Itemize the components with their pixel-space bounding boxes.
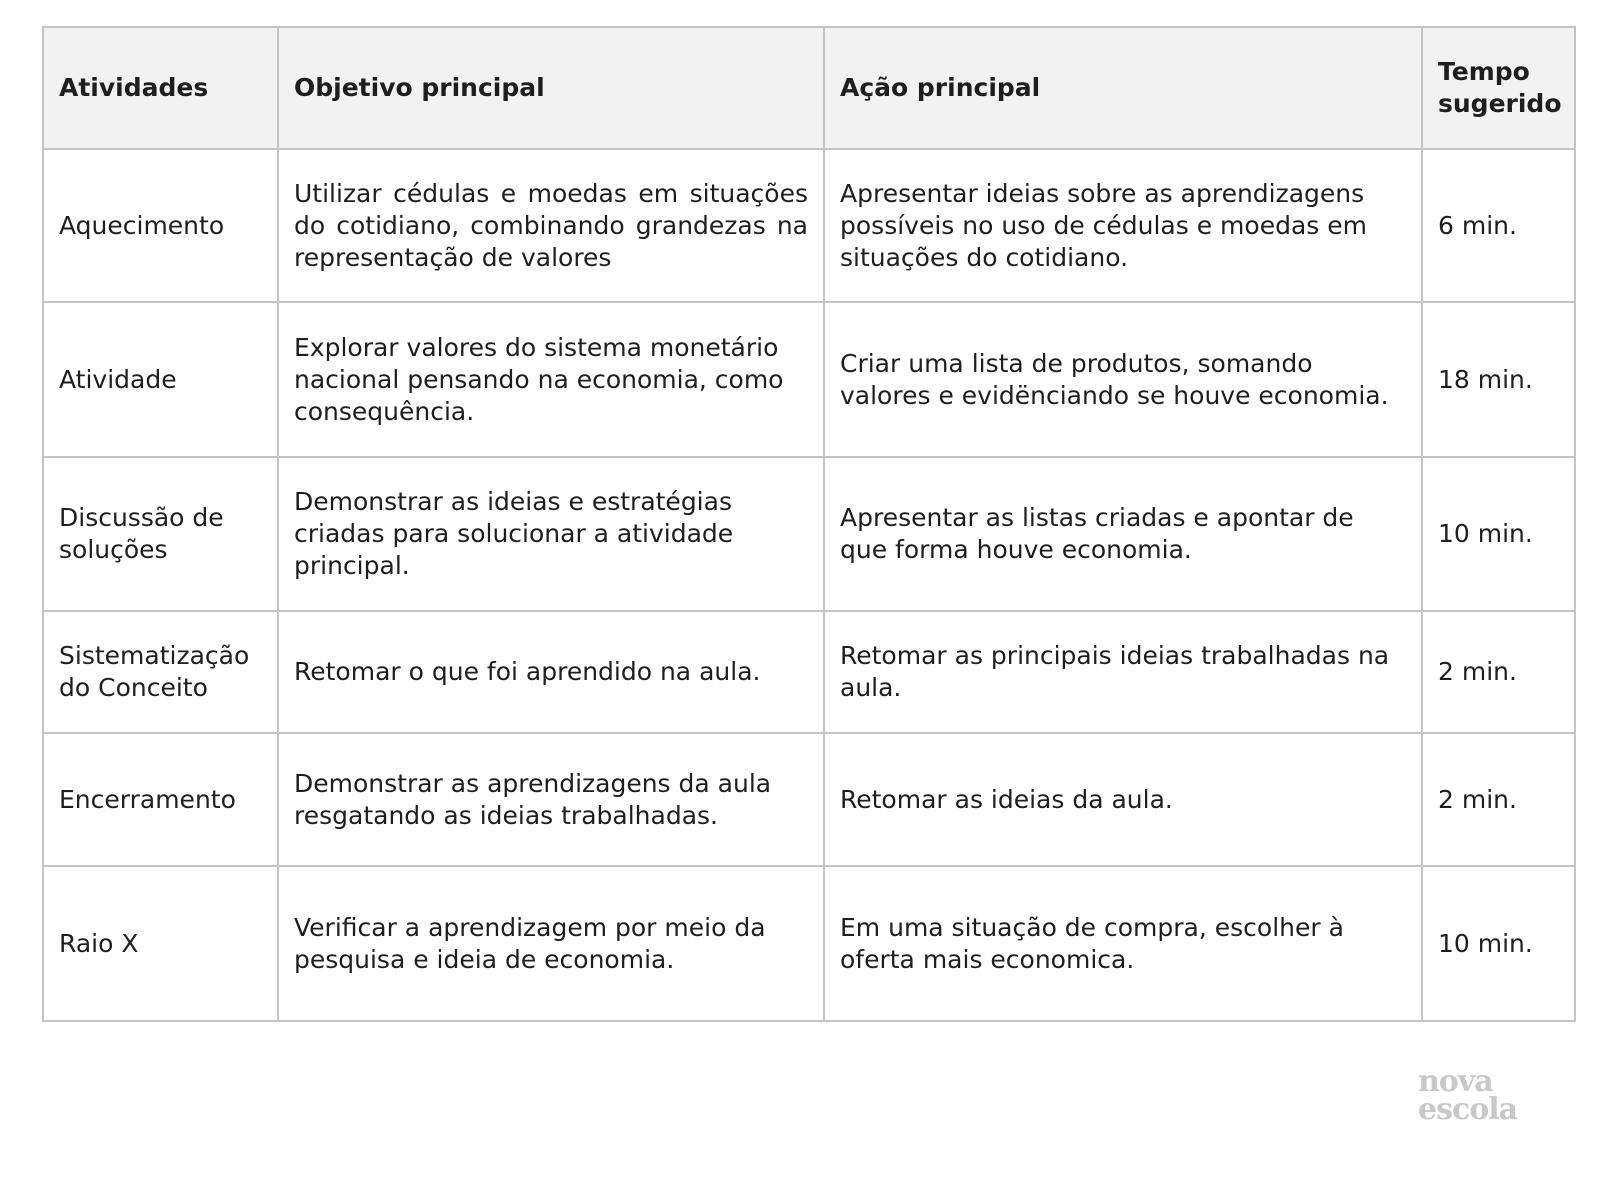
cell-acao: Criar uma lista de produtos, somando valores e evidënciando se houve economia. xyxy=(824,302,1422,457)
cell-atividade: Atividade xyxy=(43,302,278,457)
logo-line-escola: escola xyxy=(1418,1092,1518,1127)
header-tempo-sugerido: Tempo sugerido xyxy=(1422,27,1575,149)
cell-acao: Retomar as ideias da aula. xyxy=(824,733,1422,866)
cell-tempo: 18 min. xyxy=(1422,302,1575,457)
lesson-plan-table xyxy=(42,26,1576,1022)
table-body xyxy=(43,149,1575,1021)
header-row xyxy=(43,27,1575,149)
table-row xyxy=(43,733,1575,866)
cell-tempo: 10 min. xyxy=(1422,457,1575,611)
header-acao-principal: Ação principal xyxy=(824,27,1422,149)
nova-escola-logo xyxy=(1418,1064,1534,1127)
table-row xyxy=(43,457,1575,611)
cell-atividade: Discussão de soluções xyxy=(43,457,278,611)
cell-atividade: Raio X xyxy=(43,866,278,1021)
cell-objetivo: Utilizar cédulas e moedas em situações do cotidiano, combinando grandezas na representação de valores xyxy=(278,149,824,302)
cell-acao: Apresentar as listas criadas e apontar de que forma houve economia. xyxy=(824,457,1422,611)
header-atividades: Atividades xyxy=(43,27,278,149)
cell-objetivo: Demonstrar as ideias e estratégias criadas para solucionar a atividade principal. xyxy=(278,457,824,611)
cell-tempo: 6 min. xyxy=(1422,149,1575,302)
cell-atividade: Encerramento xyxy=(43,733,278,866)
cell-tempo: 2 min. xyxy=(1422,611,1575,733)
cell-atividade: Aquecimento xyxy=(43,149,278,302)
cell-tempo: 10 min. xyxy=(1422,866,1575,1021)
logo-line-nova: nova xyxy=(1418,1064,1493,1099)
table-row xyxy=(43,866,1575,1021)
cell-acao: Retomar as principais ideias trabalhadas na aula. xyxy=(824,611,1422,733)
cell-acao: Apresentar ideias sobre as aprendizagens possíveis no uso de cédulas e moedas em situações do cotidiano. xyxy=(824,149,1422,302)
table-row xyxy=(43,149,1575,302)
cell-atividade: Sistematização do Conceito xyxy=(43,611,278,733)
header-objetivo-principal: Objetivo principal xyxy=(278,27,824,149)
table-row xyxy=(43,302,1575,457)
cell-acao: Em uma situação de compra, escolher à oferta mais economica. xyxy=(824,866,1422,1021)
cell-objetivo: Explorar valores do sistema monetário nacional pensando na economia, como consequência. xyxy=(278,302,824,457)
cell-objetivo: Retomar o que foi aprendido na aula. xyxy=(278,611,824,733)
cell-objetivo: Verificar a aprendizagem por meio da pesquisa e ideia de economia. xyxy=(278,866,824,1021)
cell-objetivo: Demonstrar as aprendizagens da aula resgatando as ideias trabalhadas. xyxy=(278,733,824,866)
table-header xyxy=(43,27,1575,149)
cell-tempo: 2 min. xyxy=(1422,733,1575,866)
table-row xyxy=(43,611,1575,733)
